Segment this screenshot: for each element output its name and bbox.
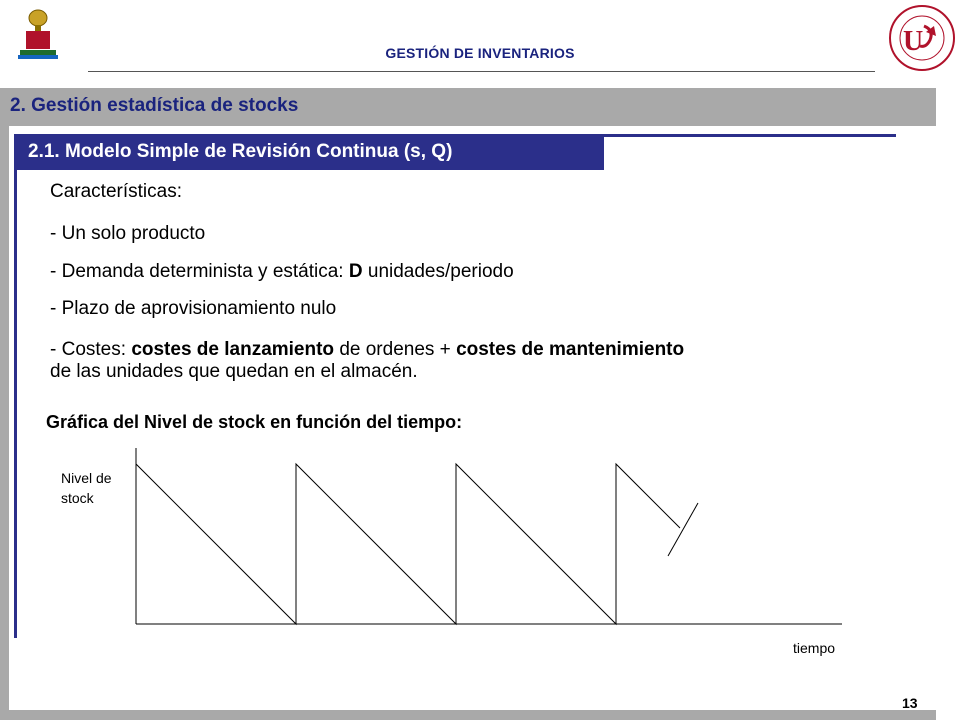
stock-level-series [136,464,680,624]
svg-text:U: U [903,26,924,57]
bullet-demand-symbol: D [348,261,363,282]
section-title: 2. Gestión estadística de stocks [10,95,299,116]
chart-caption: Gráfica del Nivel de stock en función del tiempo: [46,412,463,432]
y-axis-label-line2: stock [61,490,94,506]
x-axis-label: tiempo [793,640,836,656]
bullet-single-product: - Un solo producto [50,223,206,244]
y-axis-label [61,468,112,508]
bullet-costs-ordering: costes de lanzamiento [131,339,335,360]
bullet-costs-middle: de ordenes + [334,339,457,360]
reorder-tick-mark [668,503,698,556]
characteristics-heading: Características: [50,181,182,202]
y-axis-label-line1: Nivel de [61,470,112,486]
bullet-costs-holding: costes de mantenimiento [456,339,685,360]
bullet-costs-line2: de las unidades que quedan en el almacén. [50,361,418,382]
subsection-title: 2.1. Modelo Simple de Revisión Continua (s, Q) [28,141,453,162]
bullet-demand-text: - Demanda determinista y estática: [50,261,349,282]
bullet-demand-unit: unidades/periodo [362,261,514,282]
page-header-title: GESTIÓN DE INVENTARIOS [385,45,575,61]
bullet-lead-time: - Plazo de aprovisionamiento nulo [50,298,337,319]
page-number: 13 [902,695,918,711]
bullet-costs-prefix: - Costes: [50,339,132,360]
